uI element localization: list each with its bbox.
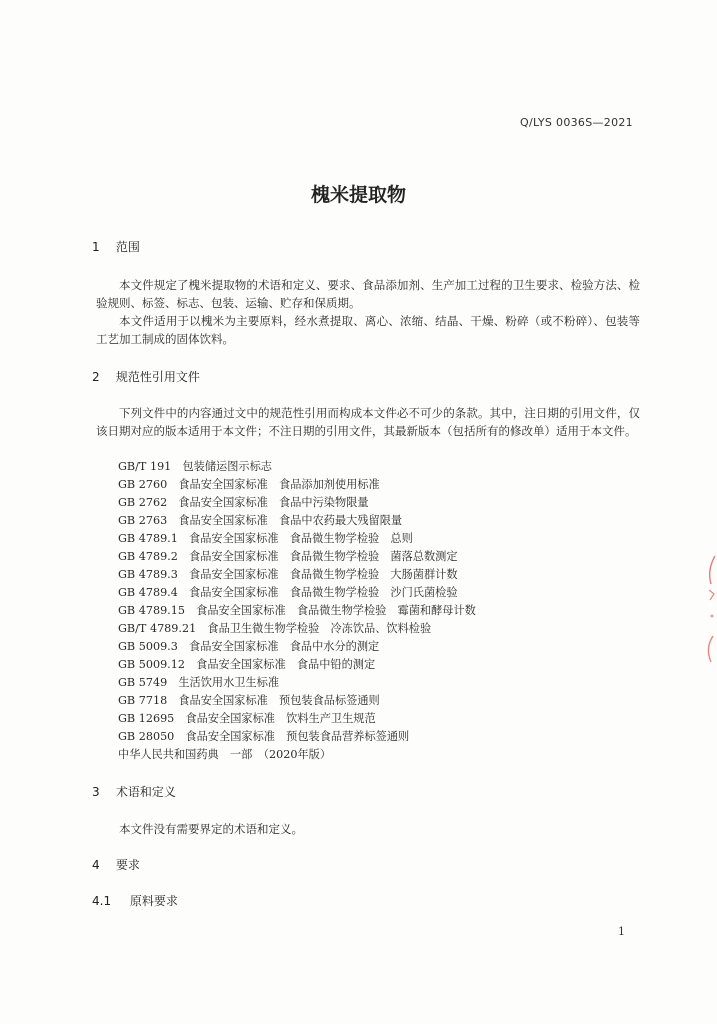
section-4-heading <box>92 856 140 873</box>
reference-item: GB 5749 生活饮用水卫生标准 <box>118 676 280 689</box>
reference-item: GB 7718 食品安全国家标准 预包装食品标签通则 <box>118 694 380 707</box>
reference-item: GB 2760 食品安全国家标准 食品添加剂使用标准 <box>118 478 380 491</box>
reference-item: GB 2763 食品安全国家标准 食品中农药最大残留限量 <box>118 514 403 527</box>
section-3-paragraph-1: 本文件没有需要界定的术语和定义。 <box>119 822 303 836</box>
section-3-heading <box>92 783 176 800</box>
reference-item: GB 2762 食品安全国家标准 食品中污染物限量 <box>118 496 369 509</box>
section-title: 范围 <box>115 240 140 254</box>
section-1-paragraph-2: 本文件适用于以槐米为主要原料，经水煮提取、离心、浓缩、结晶、干燥、粉碎（或不粉碎）、包装等工艺加工制成的固体饮料。 <box>96 314 640 346</box>
section-1-heading <box>92 238 140 255</box>
section-2-heading <box>92 368 200 385</box>
section-title: 原料要求 <box>129 894 178 908</box>
seal-stamp-fragment <box>701 550 717 670</box>
reference-item: GB/T 191 包装储运图示标志 <box>118 460 272 473</box>
section-number: 4.1 <box>92 894 112 908</box>
reference-item: GB 28050 食品安全国家标准 预包装食品营养标签通则 <box>118 730 410 743</box>
reference-item: GB 4789.3 食品安全国家标准 食品微生物学检验 大肠菌群计数 <box>118 568 458 581</box>
reference-item: GB 4789.4 食品安全国家标准 食品微生物学检验 沙门氏菌检验 <box>118 586 458 599</box>
reference-item: 中华人民共和国药典 一部 （2020年版） <box>118 748 332 761</box>
section-number: 3 <box>92 785 100 799</box>
section-number: 4 <box>92 858 100 872</box>
reference-item: GB 4789.2 食品安全国家标准 食品微生物学检验 菌落总数测定 <box>118 550 458 563</box>
document-title: 槐米提取物 <box>310 184 406 206</box>
standard-number: Q/LYS 0036S—2021 <box>519 116 633 129</box>
reference-item: GB 4789.1 食品安全国家标准 食品微生物学检验 总则 <box>118 532 413 545</box>
section-title: 术语和定义 <box>115 785 176 799</box>
section-1-paragraph-1: 本文件规定了槐米提取物的术语和定义、要求、食品添加剂、生产加工过程的卫生要求、检验方法、检验规则、标签、标志、包装、运输、贮存和保质期。 <box>96 278 640 310</box>
section-4-1-heading <box>92 892 178 909</box>
section-title: 规范性引用文件 <box>115 370 200 384</box>
section-2-paragraph-1: 下列文件中的内容通过文中的规范性引用而构成本文件必不可少的条款。其中，注日期的引用文件，仅该日期对应的版本适用于本文件；不注日期的引用文件，其最新版本（包括所有的修改单）适用于本文件。 <box>96 406 640 438</box>
section-number: 2 <box>92 370 100 384</box>
reference-item: GB 4789.15 食品安全国家标准 食品微生物学检验 霉菌和酵母计数 <box>118 604 476 617</box>
reference-item: GB 12695 食品安全国家标准 饮料生产卫生规范 <box>118 712 376 725</box>
page-number: 1 <box>618 925 625 938</box>
reference-item: GB 5009.3 食品安全国家标准 食品中水分的测定 <box>118 640 380 653</box>
reference-item: GB 5009.12 食品安全国家标准 食品中铅的测定 <box>118 658 376 671</box>
section-number: 1 <box>92 240 100 254</box>
section-title: 要求 <box>115 858 140 872</box>
reference-item: GB/T 4789.21 食品卫生微生物学检验 冷冻饮品、饮料检验 <box>118 622 432 635</box>
